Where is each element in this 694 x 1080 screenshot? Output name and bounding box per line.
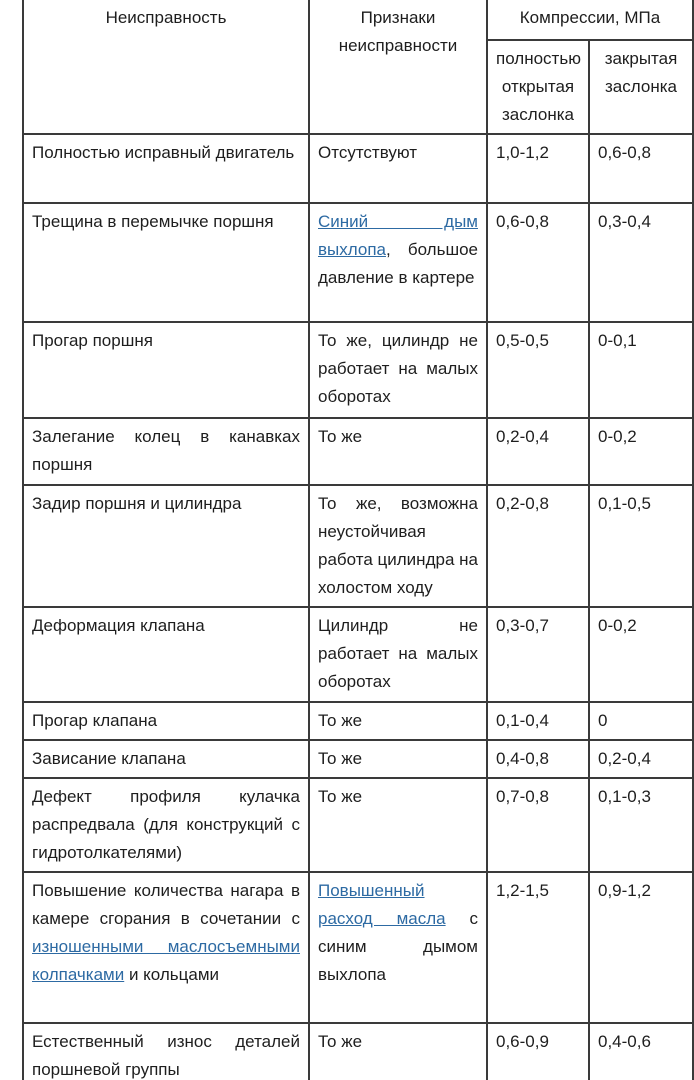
table-row xyxy=(23,322,693,418)
fault-cell: Дефект профиля кулачка распредвала (для конструкций с гидротолкателями) xyxy=(23,778,309,872)
signs-cell: Цилиндр не работает на малых оборотах xyxy=(309,607,487,702)
open-throttle-value: 0,2-0,4 xyxy=(487,418,589,485)
signs-cell xyxy=(309,872,487,1023)
table-body xyxy=(23,134,693,1080)
open-throttle-value: 0,2-0,8 xyxy=(487,485,589,607)
fault-cell: Прогар поршня xyxy=(23,322,309,418)
compression-table xyxy=(22,0,694,1080)
table-row xyxy=(23,740,693,778)
closed-throttle-value: 0,4-0,6 xyxy=(589,1023,693,1080)
signs-cell: То же, цилиндр не работает на малых оборотах xyxy=(309,322,487,418)
signs-cell: То же xyxy=(309,778,487,872)
open-throttle-value: 0,6-0,8 xyxy=(487,203,589,322)
signs-text: , большое давление в картере xyxy=(318,240,478,287)
open-throttle-value: 0,3-0,7 xyxy=(487,607,589,702)
open-throttle-value: 0,5-0,5 xyxy=(487,322,589,418)
signs-text: с синим дымом выхлопа xyxy=(318,909,478,984)
table-header xyxy=(23,0,693,134)
table-row xyxy=(23,203,693,322)
signs-cell: То же xyxy=(309,1023,487,1080)
closed-throttle-value: 0-0,1 xyxy=(589,322,693,418)
table-row xyxy=(23,418,693,485)
fault-text: и кольцами xyxy=(124,965,220,984)
blue-exhaust-smoke-link[interactable]: Синий дым выхлопа xyxy=(318,212,478,259)
closed-throttle-value: 0,1-0,5 xyxy=(589,485,693,607)
closed-throttle-header: закрытая заслонка xyxy=(589,40,693,134)
table-row xyxy=(23,872,693,1023)
table-row xyxy=(23,134,693,203)
worn-oil-caps-link[interactable]: изношенными маслосъемными колпачками xyxy=(32,937,300,984)
open-throttle-value: 0,7-0,8 xyxy=(487,778,589,872)
table-row xyxy=(23,778,693,872)
table-row xyxy=(23,1023,693,1080)
fault-cell: Полностью исправный двигатель xyxy=(23,134,309,203)
fault-cell: Прогар клапана xyxy=(23,702,309,740)
signs-cell: То же xyxy=(309,702,487,740)
open-throttle-value: 0,6-0,9 xyxy=(487,1023,589,1080)
table-row xyxy=(23,485,693,607)
fault-cell xyxy=(23,872,309,1023)
table-row xyxy=(23,702,693,740)
fault-cell: Естественный износ деталей поршневой группы xyxy=(23,1023,309,1080)
closed-throttle-value: 0,9-1,2 xyxy=(589,872,693,1023)
fault-cell: Зависание клапана xyxy=(23,740,309,778)
open-throttle-value: 0,1-0,4 xyxy=(487,702,589,740)
closed-throttle-value: 0 xyxy=(589,702,693,740)
fault-column-header: Неисправность xyxy=(23,0,309,134)
signs-cell: Отсутствуют xyxy=(309,134,487,203)
closed-throttle-value: 0-0,2 xyxy=(589,607,693,702)
closed-throttle-value: 0,3-0,4 xyxy=(589,203,693,322)
open-throttle-value: 0,4-0,8 xyxy=(487,740,589,778)
fault-cell: Залегание колец в канавках поршня xyxy=(23,418,309,485)
open-throttle-value: 1,2-1,5 xyxy=(487,872,589,1023)
compression-group-header: Компрессии, МПа xyxy=(487,0,693,40)
signs-column-header: Признаки неисправности xyxy=(309,0,487,134)
closed-throttle-value: 0,6-0,8 xyxy=(589,134,693,203)
fault-cell: Трещина в перемычке поршня xyxy=(23,203,309,322)
high-oil-consumption-link[interactable]: Повышенный расход масла xyxy=(318,881,446,928)
open-throttle-header: полностью открытая заслонка xyxy=(487,40,589,134)
signs-cell xyxy=(309,203,487,322)
fault-cell: Задир поршня и цилиндра xyxy=(23,485,309,607)
signs-cell: То же xyxy=(309,740,487,778)
closed-throttle-value: 0,1-0,3 xyxy=(589,778,693,872)
signs-cell: То же, возможна неустойчивая работа цилиндра на холостом ходу xyxy=(309,485,487,607)
open-throttle-value: 1,0-1,2 xyxy=(487,134,589,203)
fault-cell: Деформация клапана xyxy=(23,607,309,702)
table-row xyxy=(23,607,693,702)
fault-text: Повышение количества нагара в камере сгорания в сочетании с xyxy=(32,881,300,928)
closed-throttle-value: 0-0,2 xyxy=(589,418,693,485)
signs-cell: То же xyxy=(309,418,487,485)
closed-throttle-value: 0,2-0,4 xyxy=(589,740,693,778)
